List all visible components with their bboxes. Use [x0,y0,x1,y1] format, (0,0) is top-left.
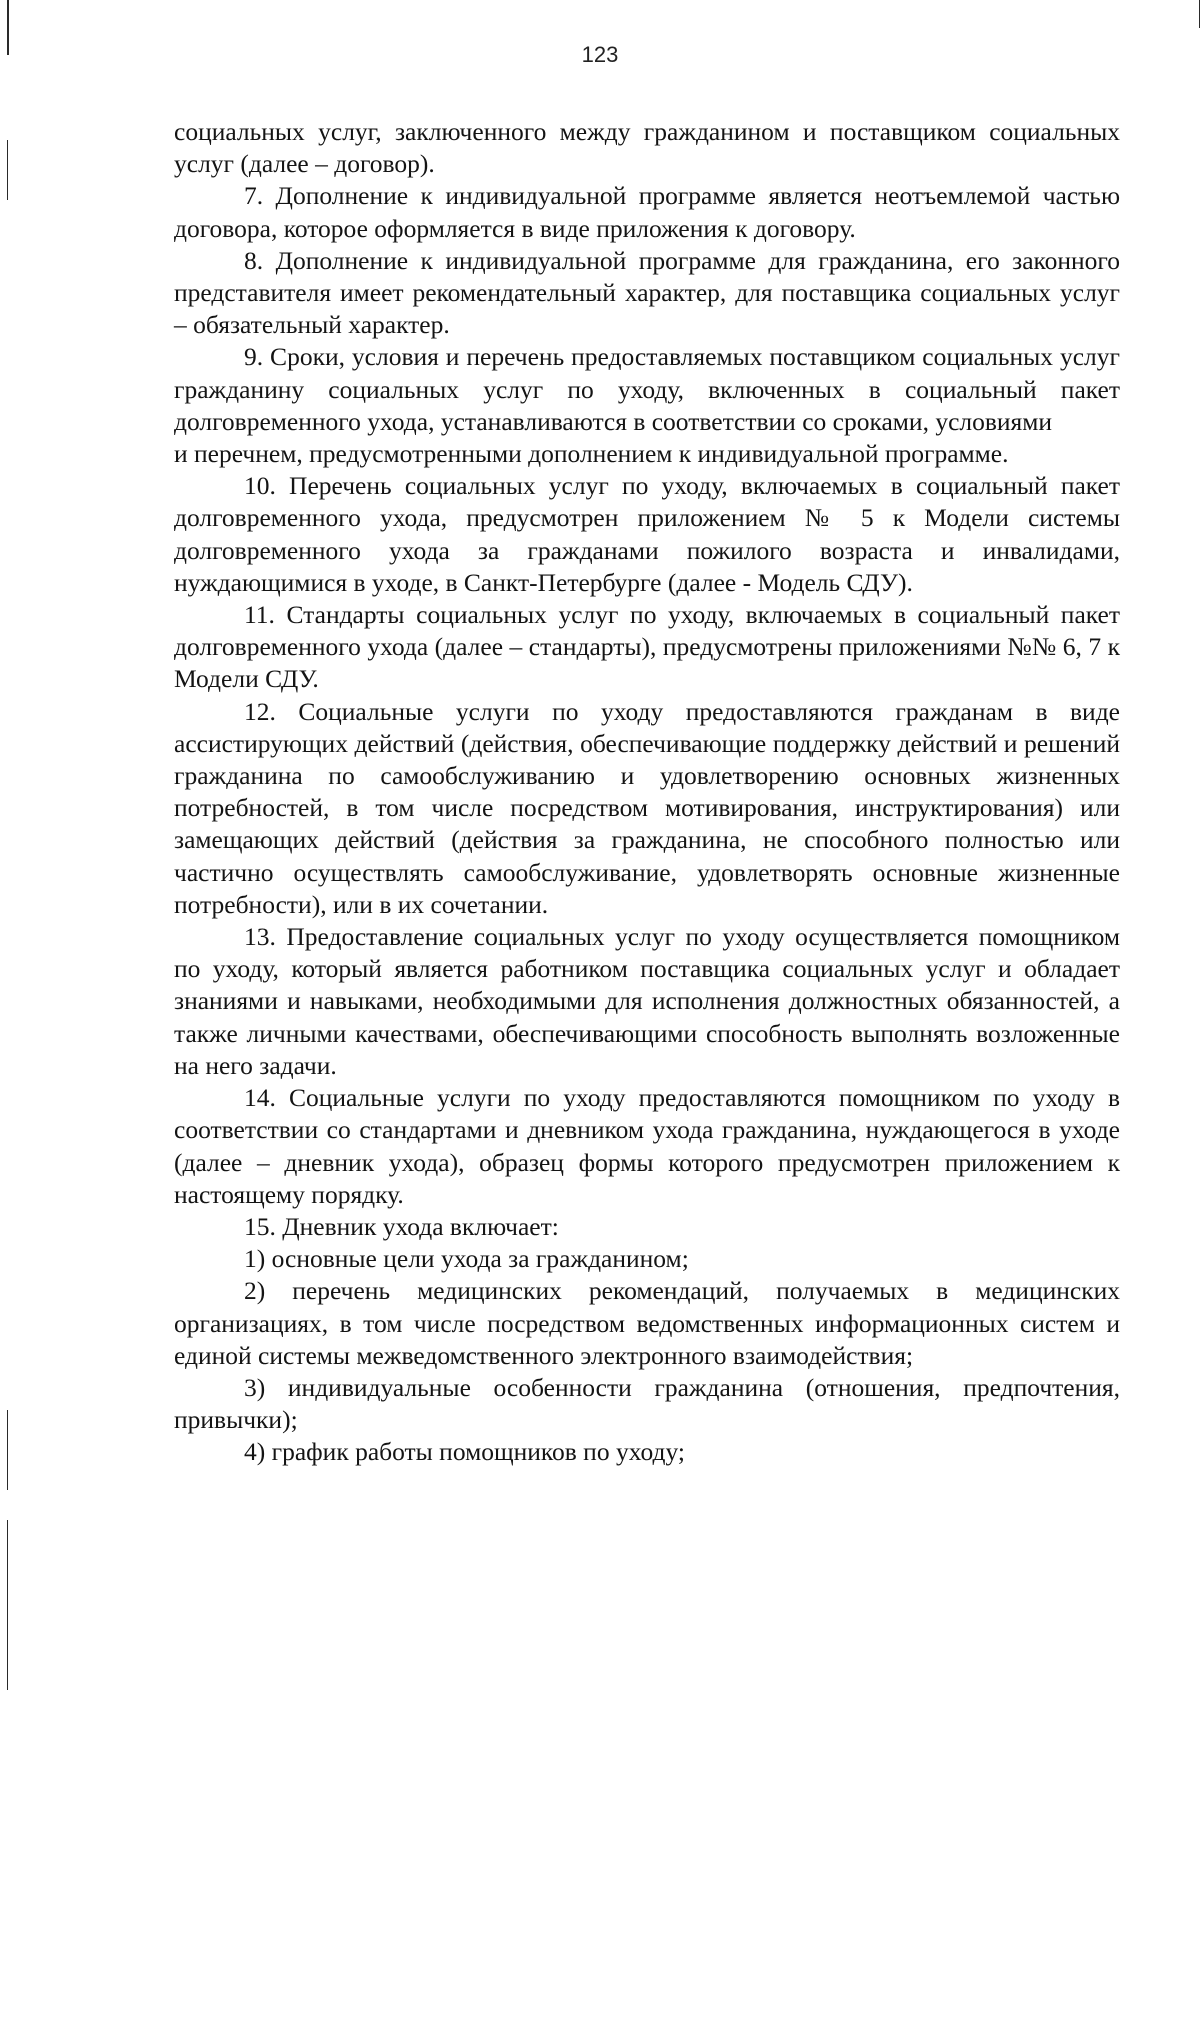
paragraph-10: 10. Перечень социальных услуг по уходу, включаемых в социальный пакет долговременного ухода, предусмотрен приложением № 5 к Модели системы долговременного ухода за гражданами пожилого возраста и инвалидами, нуждающимися в уходе, в Санкт-Петербурге (далее - Модель СДУ). [174,471,1120,597]
paragraph-continuation: социальных услуг, заключенного между гражданином и поставщиком социальных услуг (далее – договор). [174,117,1120,179]
paragraph-7: 7. Дополнение к индивидуальной программе является неотъемлемой частью договора, которое оформляется в виде приложения к договору. [174,181,1120,243]
paragraph-9-continued: и перечнем, предусмотренными дополнением к индивидуальной программе. [174,439,1009,469]
paragraph-11: 11. Стандарты социальных услуг по уходу, включаемых в социальный пакет долговременного ухода (далее – стандарты), предусмотрены приложениями №№ 6, 7 к Модели СДУ. [174,600,1120,694]
list-item: 2) перечень медицинских рекомендаций, получаемых в медицинских организациях, в том числе посредством ведомственных информационных систем и единой системы межведомственного электронного взаимодействия; [174,1276,1120,1370]
scan-edge-mark [7,140,8,200]
list-item: 1) основные цели ухода за гражданином; [244,1244,689,1274]
paragraph-15: 15. Дневник ухода включает: [244,1211,559,1241]
paragraph-13: 13. Предоставление социальных услуг по уходу осуществляется помощником по уходу, который является работником поставщика социальных услуг и обладает знаниями и навыками, необходимыми для исполнения должностных обязанностей, а также личными качествами, обеспечивающими способность выполнять возложенные на него задачи. [174,922,1120,1080]
page-number: 123 [581,42,619,67]
paragraph-14: 14. Социальные услуги по уходу предоставляются помощником по уходу в соответствии со стандартами и дневником ухода гражданина, нуждающегося в уходе (далее – дневник ухода), образец формы которого предусмотрен приложением к настоящему порядку. [174,1083,1120,1209]
document-body [174,116,1120,1469]
scan-edge-mark [7,1410,8,1490]
list-item: 4) график работы помощников по уходу; [244,1437,685,1467]
list-item: 3) индивидуальные особенности гражданина (отношения, предпочтения, привычки); [174,1372,1120,1435]
paragraph-9: 9. Сроки, условия и перечень предоставляемых поставщиком социальных услуг гражданину социальных услуг по уходу, включенных в социальный пакет долговременного ухода, устанавливаются в соответствии со сроками, условиями [174,342,1120,436]
scan-edge-mark [7,1520,8,1690]
paragraph-12: 12. Социальные услуги по уходу предоставляются гражданам в виде ассистирующих действий (действия, обеспечивающие поддержку действий и решений гражданина по самообслуживанию и удовлетворению основных жизненных потребностей, в том числе посредством мотивирования, инструктирования) или замещающих действий (действия за гражданина, не способного полностью или частично осуществлять самообслуживание, удовлетворять основные жизненные потребности), или в их сочетании. [174,696,1120,919]
paragraph-8: 8. Дополнение к индивидуальной программе для гражданина, его законного представителя имеет рекомендательный характер, для поставщика социальных услуг – обязательный характер. [174,245,1120,340]
